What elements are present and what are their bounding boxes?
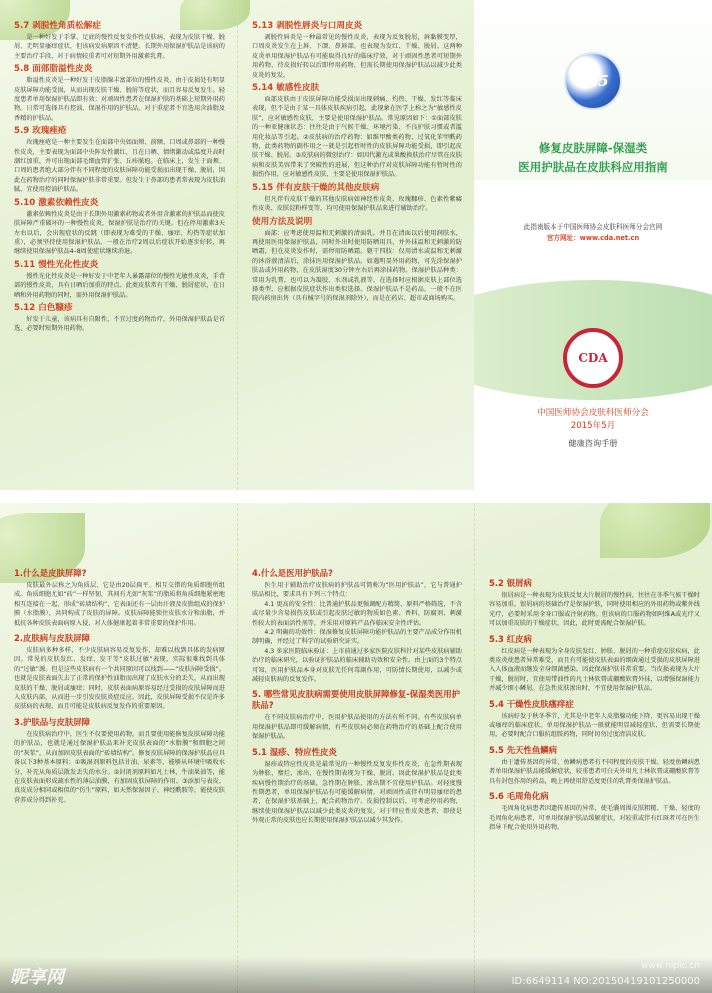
organization-name: 中国医师协会皮肤科医师分会 [537,408,649,418]
section-heading: 5. 哪些常见皮肤病需要使用皮肤屏障修复-保湿类医用护肤品? [252,689,461,711]
section-text: 由于遗传基因的异常，鱼鳞病患者有不同程度的皮肤干燥。轻度鱼鳞病患者单用保湿护肤品能缓解症状，较重患者可白天外用凡士林软膏或硼酸软膏等具有封包作用的药品，晚上再使用舒适度更佳的乳膏类保湿护肤品。 [489,758,700,785]
section-text: 在皮肤病治疗中，医生不仅要使用药物，而且要使用能修复皮肤屏障功能的护肤品，也就是通过保湿护肤品来补充皮肤表面的“水脂膜”和细胞之间的“灰浆”，从而加固皮肤表面的“砖墙结构”。修复皮肤屏障的保湿护肤品应具备以下3种基本原料：①吸湿剂原料包括甘油、尿素等，能够从环境中吸收水分，补充从角质层散发丢失的水分。②封闭剂原料如凡士林、牛油果油等，能在皮肤表面形成疏水性的薄层油膜，有加固皮肤屏障的作用。③添加与表皮、真皮成分相同或相似的“仿生”原料，如天然保湿因子、神经酰胺等，能使皮肤营养成分得到补充。 [14,730,225,804]
cover-manual-label: 健康咨询手册 [568,438,618,448]
brand-logo-text: 525 [577,72,609,90]
section-text: 银屑病是一种表现为皮肤反复大片脱屑的慢性病，往往在冬季气候干燥时容易加重。银屑病的基础治疗是保湿护肤，同时使用相应的外用药物或紫外线光疗，必要时采用全身口服或注射药物。但该病的口服药物如阿维A或光疗又可以加重皮肤的干燥症状，因此，此时更需配合保湿护肤。 [489,592,700,628]
section-text: 皮肤病多种多样，不少皮肤病容易反复发作，却难以找到具体的发病原因。常见的皮肤发红、发痒、发干等“皮肤过敏”表现，实际很难找到具体的“过敏”源。但是这些皮肤病有一个共同原因可以找到——“皮肤屏障受损”。也就是皮肤表面失去了正常的保护性油脂而出现了皮肤水分的丢失，从而出现皮肤的干燥、脱屑或瘙痒；同时，皮肤表面病原容易经过受损的皮肤屏障而进入皮肤内部，从而进一步引发皮肤炎症反应。因此，皮肤屏障受损不仅是许多皮肤病的表现，而且可能是皮肤病反复发作的重要原因。 [14,647,225,711]
section-heading: 5.6 毛周角化病 [489,791,549,802]
section-text: 湿疹或特应性皮炎是最常见的一种慢性反复发作性皮炎，在急性期表现为肿胀、糜烂、渗出，在慢性期表现为干燥、脱屑。因此保湿护肤品是此类疾病慢性期治疗的基础，急性期在肿胀、渗出期不宜使用护肤品。对轻度慢性期患者，单用保湿护肤品有可能缓解病情，对顽固性或伴有明显瘙痒的患者，在保湿护肤基础上，配合药物治疗。皮损控制以后，可考虑停用药物，继续使用保湿护肤品以减少此类皮炎的复发，对于特应性皮炎患者，即使是外观正常的皮肤也应长期使用保湿护肤品以减少其发作。 [252,760,462,825]
section-heading: 5.4 干燥性皮肤瘙痒症 [489,698,574,709]
panel-outer-left [0,0,237,490]
panel-inner-left [0,503,237,993]
section-heading: 5.12 白色糠疹 [14,302,73,313]
watermark-id: ID:6649114 NO:20150419101250000 [511,976,700,987]
panel-outer-middle [237,0,474,490]
section-text: 但凡伴有皮肤干燥的其他皮肤病如神经性皮炎、玫瑰糠疹、色素性紫癜性皮炎、皮肤淀粉样变等，均可使用保湿护肤品来进行辅助治疗。 [252,195,462,213]
panel-inner-middle [237,503,474,993]
section-heading: 5.9 玫瑰痤疮 [14,126,67,137]
section-heading: 3.护肤品与皮肤屏障 [14,716,91,727]
section-heading: 5.3 红皮病 [489,633,532,644]
section-text: 在不同皮肤病治疗中，医用护肤品使用的方法有所不同。有些皮肤病单用保湿护肤品即可缓解病情，有些皮肤病必须在药物治疗的基础上配合使用保湿护肤品。 [252,714,462,741]
section-text: 是一种好发于手掌、足底的慢性反复发作性皮肤病，表现为皮肤干燥、脱屑、无明显瘙痒症状，但该病发病原因不清楚。长期外用保湿护肤品是该病的主要治疗手段，对于病情较重者可对短期外用激素乳膏。 [14,34,225,60]
section-heading: 2.皮肤病与皮肤屏障 [14,633,91,644]
section-heading: 1.什么是皮肤屏障? [14,568,87,578]
watermark-url: www.nipic.cn [641,961,700,971]
section-text: 4.3 多家医院临床验证：上市前通过多家医院皮肤科针对某些皮肤病辅助治疗的临床研究，以验证护肤品的临床辅助功效和安全性。由上面的3个特点可知，医用护肤品本身对皮肤无任何毒副作用，可防情长期使用，以减少或减轻皮肤病的反复发作。 [252,647,462,684]
cover-title: 修复皮肤屏障-保湿类 [538,141,648,155]
cda-logo-text: CDA [578,351,608,365]
section-text: 红皮病是一种表现为全身皮肤发红、肿胀、脱屑的一种重症皮肤疾病，此类皮炎使患者异常难受，而且有可能使皮肤表面的细菌通过受损的皮肤屏障进入人体血液而继发全身细菌感染。因此保湿护肤非常重要，当皮损表现为大片干燥，脱屑时，宜使用带油性的凡士林软膏或硼酸软膏外抹，以增强保湿能力并减少细小鳞屑。在急性皮肤渗出时，不宜使用保湿护肤品。 [489,647,700,693]
section-text: 激素依赖性皮炎是由于长期外用激素药物或者外用含激素的护肤品而使皮肤屏障严重破坏的一种慢性皮炎，保湿护肤是治疗的关键。但在停用激素3天左右以后，会出现症状的反跳（即表现为难受的干燥、瘙痒、灼热等症状加重），必须坚持使用保湿护肤品，一般在治疗2周以后症状开始逐步好转，再继续使用保湿护肤品4–8周使症状继续消退。 [14,210,225,256]
cover-subtitle: 医用护肤品在皮肤科应用指南 [518,160,668,174]
section-text: 剥脱性唇炎是一种最常见的慢性皮炎，表现为反复脱屑，唇黏膜变厚，口周皮炎发生在上唇、下颌、鼻唇部，也表现为发红、干燥、脱屑。这两种皮炎单用保湿护肤品有可能取得良好的临床疗效，对于顽固性患者可短期外用药物，待皮损好转以后即停用药物，但需长期使用保湿护肤品以减少此类皮炎的复发。 [252,34,462,79]
section-heading: 5.2 银屑病 [489,578,532,588]
section-text: 玫瑰痤疮是一种主要发生在面部中央如面颊、前额、口周或鼻部的一种慢性皮炎，主要表现为面部中央阵发性潮红，且在日晒、情绪激动或温度升高时潮红加重，并可出现面部毛细血管扩张、丘疹脓疱。在临床上，发生于面颊、口周的患者绝大部分伴有不同程度的皮肤屏障功能受损而出现干燥、脱屑，因此在药物治疗的同时保湿护肤非常重要。但发生于鼻部的患者常表现为皮肤油腻，宜使用控油护肤品。 [14,139,225,194]
publish-date: 2015年5月 [570,421,616,431]
section-text: 面部：应考虑使用温和无刺激的清面乳，并且在清面以后使用润肤水，再使用医用保湿护肤品，同时外出时使用防晒用具，并外抹温和无刺激的防晒霜，但在皮炎发作时，需停用防晒霜。躯干四肢：仅用清水或温和无刺激的沐浴液清洁后，涂抹医用保湿护肤品。如遇明显外用药物，可先涂保湿护肤品或外用药物，在皮肤湿度30分钟左右后再涂抹药物。保湿护肤品种类：常用为乳膏，也可以为凝胶、水剂或乳液等，在选择时应根据皮肤上部位选择类型，应根据皮肤症状作出类似选择。保湿护肤品不是药品，一般不在医院内药房出售（具有械字号的保湿剂除外），而是在药店、超市或商场购买。 [252,229,462,303]
section-heading: 5.7 剥脱性角质松解症 [14,21,101,31]
cover-panel [474,0,712,490]
page-gap [0,490,712,503]
cover-note-text: 此指南版本于中国医师协会皮肤科医师分会官网 [523,223,663,231]
section-heading: 5.15 伴有皮肤干燥的其他皮肤病 [252,182,380,193]
section-text: 好发于儿童，该病具有自限性，不宜过度药物治疗，外用保湿护肤品是首选，必要时短期外用药物。 [14,315,225,333]
section-text: 该病好发于秋冬季节，尤其是中老年人皮脂腺功能下降，更容易出现干燥或瘙痒的临床症状。单用保湿护肤品一般就能明显减轻症状，但需要长期使用，必要时配合口服抗组胺药物，同时切勿过度清洁皮肤。 [489,712,700,739]
section-text: 毛周角化病患者因遗传基因的异常，使毛囊周围皮肤粗糙、干燥，轻度的毛周角化病患者，可单用保湿护肤品缓解症状，对较重或伴有红斑者可在医生指导下配合使用外用药物。 [489,805,700,831]
cover-note [474,222,712,244]
section-text: 慢性光化性皮炎是一种好发于中老年人暴露部位的慢性光敏性皮炎，手背部的慢性皮炎，具有日晒后加重的特点。此类皮肤常有干燥、脱屑症状，在日晒和外用药物的同时，需外用保湿护肤品。 [14,272,225,299]
cda-logo [563,328,623,388]
section-text: 4.1 更高的安全性：比普通护肤品更强调配方精简、原料严格筛选，不含或尽量少含易损伤皮肤或引起皮肤过敏的物质如色素、香料、防腐剂、刺激性较大的表面活性剂等，并采用对原料产品作临床安全性评估。 [252,600,462,627]
section-text: 面部皮肤由于皮肤屏障功能受损而出现刺痛、灼热、干燥、发红等临床表现，但不是由于某一具体皮肤疾病引起，此现象在医学上称之为“敏感性皮肤”，应对敏感性皮肤，主要是使用保湿护肤品。常见原因如下：①面部皮肤的一种亚健康状态：往往是由于气候干燥、环境污染、不良护肤习惯或者滥用化妆品等引起。②皮肤病的治疗药物：如维甲酸类药物、过氧化苯甲酰药物，此类药物的副作用之一就是引起暂时性的皮肤屏障功能受损，即引起皮肤干燥、脱屑。③皮肤病的微创治疗：如因代激光或果酸换肤治疗尽管在皮肤病和皮肤美容带来了突破性的进展，但这种治疗对皮肤屏障功能有暂时性的损伤作用，应对敏感性皮肤，主要是使用保湿护肤品。 [252,96,462,179]
section-heading: 5.10 激素依赖性皮炎 [14,197,99,208]
section-heading: 5.11 慢性光化性皮炎 [14,259,99,270]
section-text: 医生用于辅助治疗皮肤病的护肤品可简称为“医用护肤品”，它与普通护肤品相比，要求具有下列三个特点： [252,582,462,599]
section-heading: 5.5 先天性鱼鳞病 [489,744,558,755]
cover-organization [474,407,712,433]
section-heading: 5.14 敏感性皮肤 [252,83,320,94]
brand-logo [564,52,622,110]
section-heading: 5.13 剥脱性唇炎与口周皮炎 [252,21,363,31]
brochure-inner-side [0,503,712,993]
watermark-bar [0,957,712,993]
cover-website: 官方网址：www.cda.net.cn [546,234,640,242]
section-heading: 5.1 湿疹、特应性皮炎 [252,746,337,757]
section-heading: 4.什么是医用护肤品? [252,568,333,578]
section-text: 脂溢性皮炎是一种好发于皮脂腺丰富部位的慢性皮炎，由于皮损处有明显皮肤屏障功能受损，从而出现皮肤干燥、脱屑等症状，而且容易反复发生。轻度患者单用保湿护肤品即有效；对顽固性患者在保湿护肤的基础上短期外用药物。日常可选择具有控油、保湿作用的护肤品，对于重症者不宜选用含油脂及香精的护肤品。 [14,77,225,122]
watermark-logo: 昵享网 [10,967,64,988]
brochure-outer-side [0,0,712,490]
section-heading: 5.8 面部脂溢性皮炎 [14,64,93,75]
section-heading: 使用方法及说明 [252,216,313,227]
panel-inner-right [474,503,712,993]
section-text: 4.2 明确的功效性：保湿修复皮肤屏障功能护肤品的主要产品成分作用机制明确，并经过了科学的试验研究证实。 [252,629,462,646]
section-text: 皮肤最外层称之为角质层，它是由20层扁平、相互交错的角质细胞所组成。角质细胞尤如“砖”一样坚韧，其间有尤如“灰浆”的脂质将角质细胞紧密地相互连接在一起，形成“砖墙结构”，它表面还有一层由汗液及皮脂组成的保护膜（水脂膜），共同构成了皮肤的屏障。皮肤屏障能锁住皮肤水分和油脂，并抵抗各种皮肤表面病原入侵，对人体健康起着非常重要的保护作用。 [14,582,225,627]
